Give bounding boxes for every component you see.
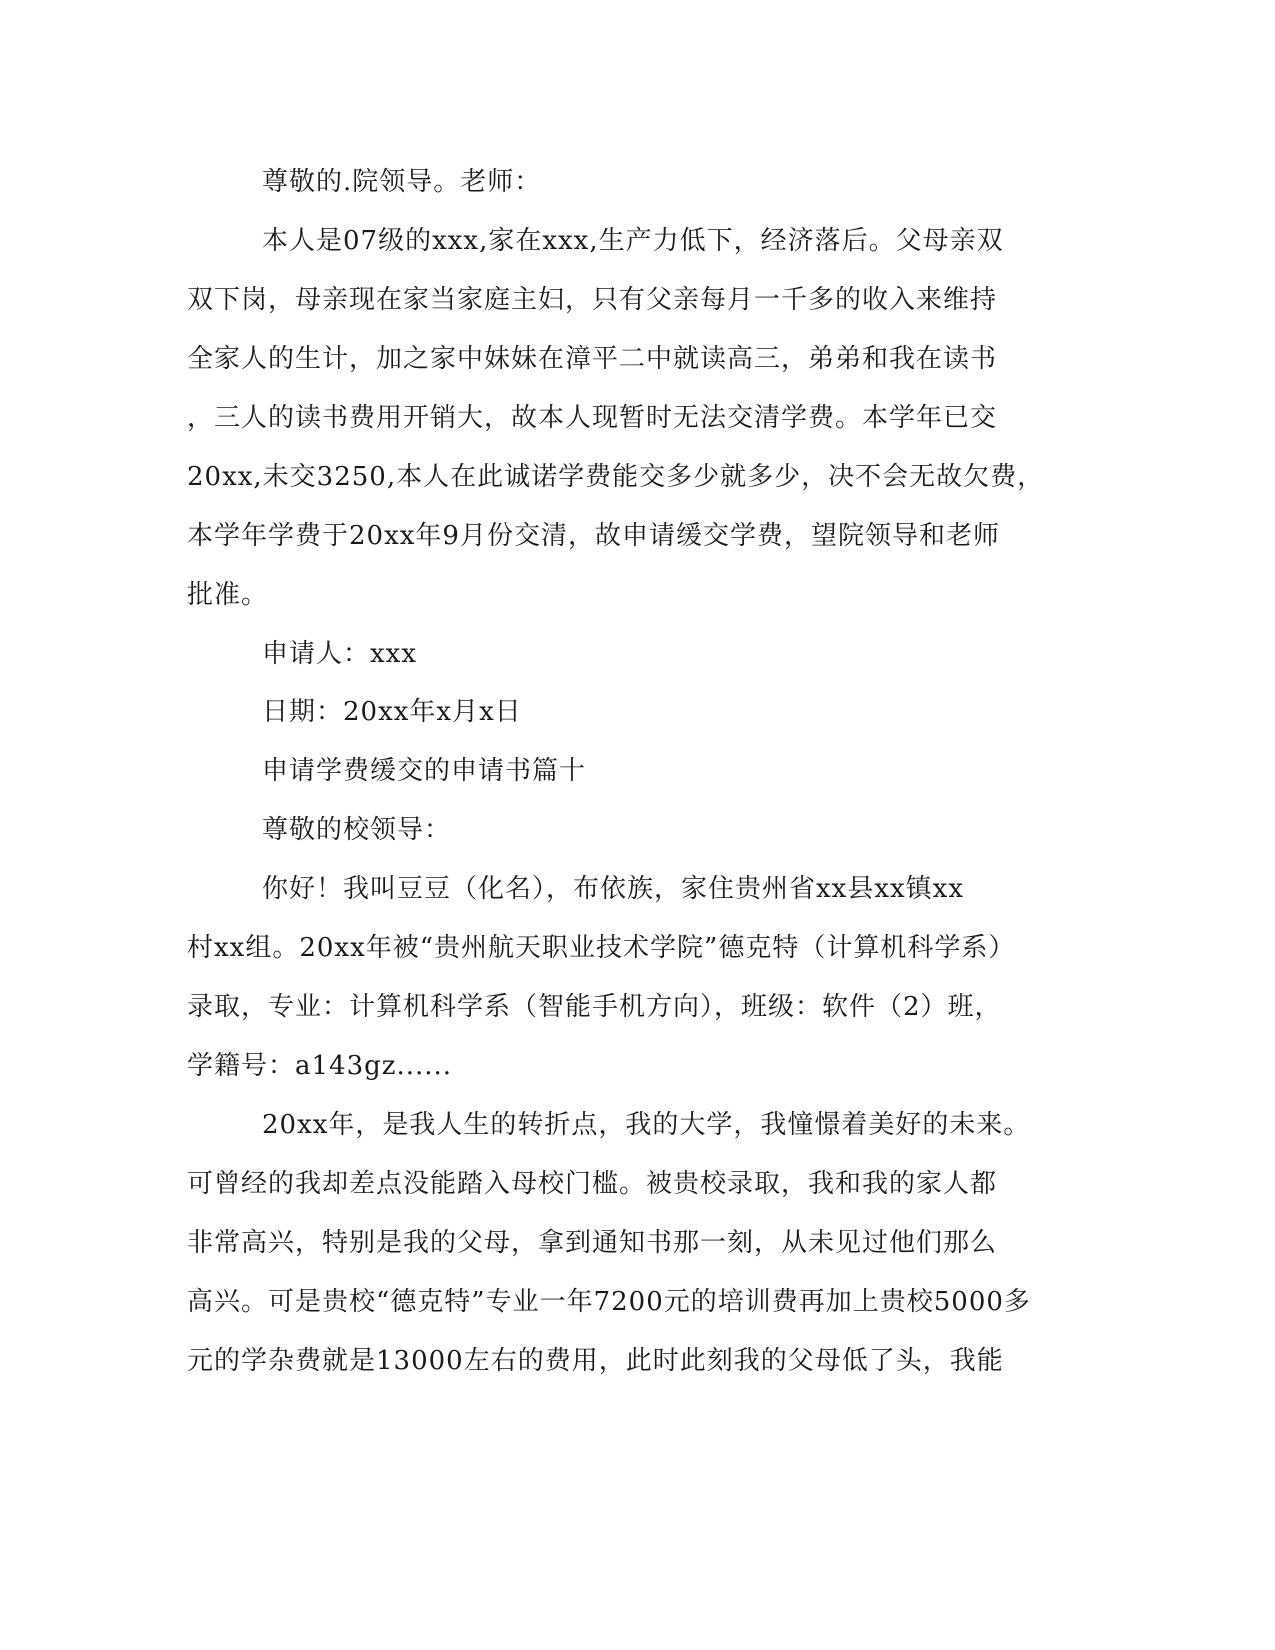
paragraph-line: 全家人的生计，加之家中妹妹在漳平二中就读高三，弟弟和我在读书: [187, 344, 998, 374]
paragraph-line: ，三人的读书费用开销大，故本人现暂时无法交清学费。本学年已交: [187, 403, 998, 433]
salutation-line: 尊敬的.院领导。老师：: [262, 167, 542, 197]
paragraph-line: 高兴。可是贵校“德克特”专业一年7200元的培训费再加上贵校5000多: [187, 1287, 1031, 1317]
paragraph-line: 本学年学费于20xx年9月份交清，故申请缓交学费，望院领导和老师: [187, 521, 1000, 551]
applicant-line: 申请人：xxx: [262, 639, 417, 669]
paragraph-line: 可曾经的我却差点没能踏入母校门槛。被贵校录取，我和我的家人都: [187, 1169, 998, 1199]
paragraph-line: 你好！我叫豆豆（化名），布依族，家住贵州省xx县xx镇xx: [262, 874, 964, 904]
salutation-line: 尊敬的校领导：: [262, 815, 452, 845]
paragraph-line: 学籍号：a143gz......: [187, 1051, 453, 1081]
paragraph-line: 20xx,未交3250,本人在此诚诺学费能交多少就多少，决不会无故欠费，: [187, 462, 1045, 492]
paragraph-line: 本人是07级的xxx,家在xxx,生产力低下，经济落后。父母亲双: [262, 226, 1004, 256]
paragraph-line: 村xx组。20xx年被“贵州航天职业技术学院”德克特（计算机科学系）: [187, 933, 1016, 963]
paragraph-line: 元的学杂费就是13000左右的费用，此时此刻我的父母低了头，我能: [187, 1346, 1004, 1376]
section-title: 申请学费缓交的申请书篇十: [262, 756, 587, 786]
date-line: 日期：20xx年x月x日: [262, 697, 522, 727]
paragraph-line: 批准。: [187, 580, 269, 610]
paragraph-line: 非常高兴，特别是我的父母，拿到通知书那一刻，从未见过他们那么: [187, 1228, 998, 1258]
paragraph-line: 双下岗，母亲现在家当家庭主妇，只有父亲每月一千多的收入来维持: [187, 285, 998, 315]
paragraph-line: 20xx年，是我人生的转折点，我的大学，我憧憬着美好的未来。: [262, 1110, 1031, 1140]
paragraph-line: 录取，专业：计算机科学系（智能手机方向），班级：软件（2）班，: [187, 992, 1002, 1022]
